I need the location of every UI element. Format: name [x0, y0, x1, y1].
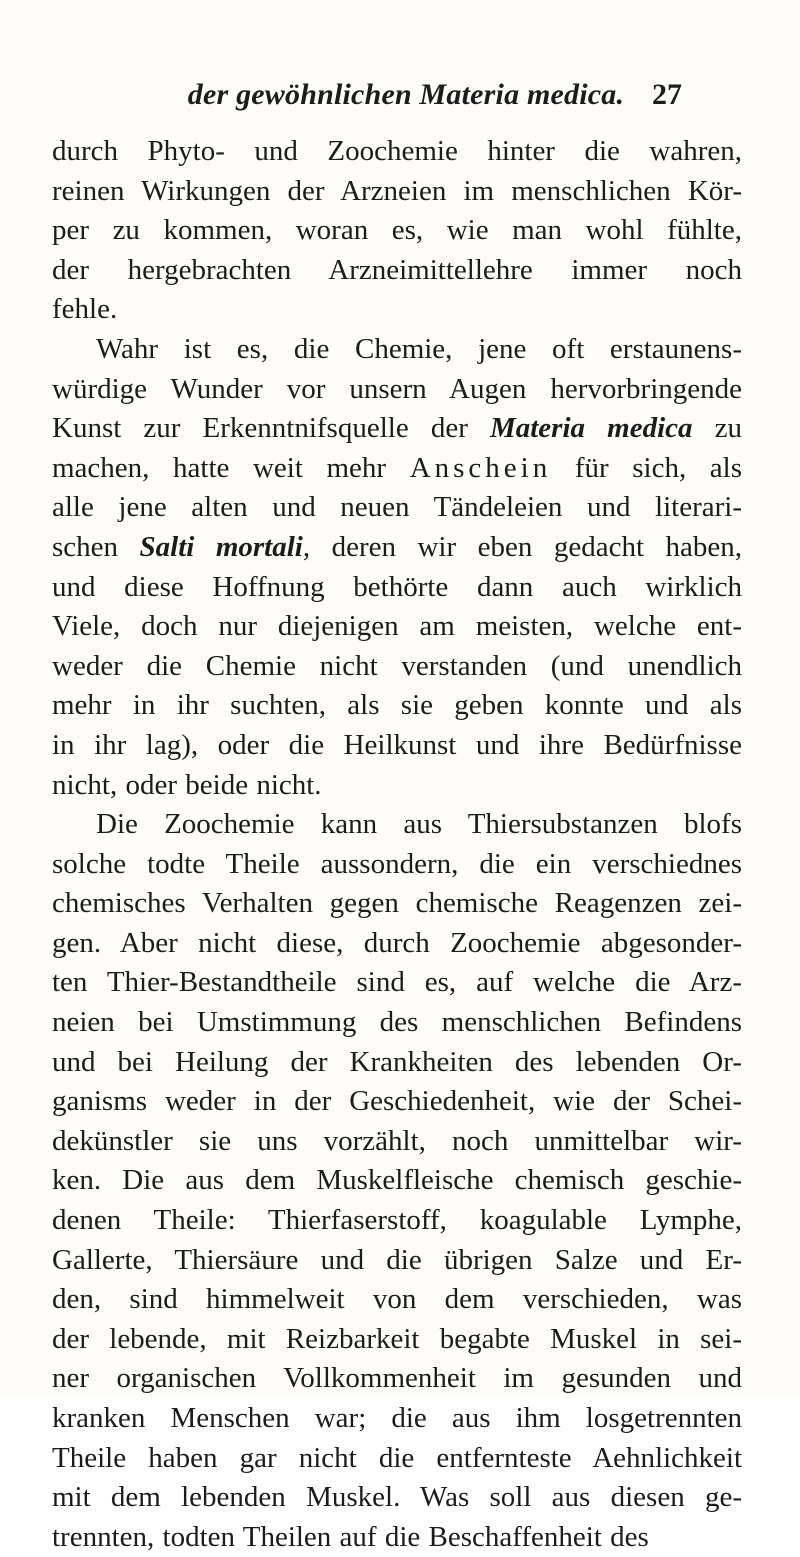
- text-segment: zu: [692, 412, 742, 445]
- text-line: solche todte Theile aussondern, die ein verschiednes: [52, 847, 742, 880]
- text-line: und bei Heilung der Krankheiten des lebenden Or-: [52, 1045, 742, 1078]
- text-line: ganisms weder in der Geschiedenheit, wie der Schei-: [52, 1085, 742, 1118]
- text-line: reinen Wirkungen der Arzneien im menschlichen Kör-: [52, 174, 742, 207]
- text-line: der hergebrachten Arzneimittellehre immer noch: [52, 253, 742, 286]
- body-text: [52, 132, 742, 1557]
- text-line: durch Phyto- und Zoochemie hinter die wahren,: [52, 135, 742, 167]
- text-line: gen. Aber nicht diese, durch Zoochemie abgesonder-: [52, 926, 742, 959]
- text-line: kranken Menschen war; die aus ihm losgetrennten: [52, 1402, 742, 1434]
- text-segment: machen, hatte weit mehr: [52, 451, 410, 484]
- text-segment: Salti mortali: [139, 530, 303, 563]
- text-line: Viele, doch nur diejenigen am meisten, welche ent-: [52, 610, 742, 643]
- text-line: nicht, oder beide nicht.: [52, 768, 322, 801]
- page-number: 27: [652, 78, 682, 111]
- text-line: mehr in ihr suchten, als sie geben konnte und als: [52, 689, 742, 722]
- text-segment: Anschein: [409, 451, 552, 484]
- text-line: [52, 409, 742, 449]
- text-line: in ihr lag), oder die Heilkunst und ihre Bedürfnisse: [52, 728, 742, 761]
- text-line: fehle.: [52, 293, 118, 326]
- text-line: alle jene alten und neuen Tändeleien und literari-: [52, 491, 742, 524]
- text-line: [52, 449, 742, 489]
- text-line: Theile haben gar nicht die entfernteste Aehnlichkeit: [52, 1441, 742, 1474]
- running-head: [170, 78, 682, 118]
- text-line: würdige Wunder vor unsern Augen hervorbringende: [52, 372, 742, 405]
- text-line: den, sind himmelweit von dem verschieden, was: [52, 1283, 742, 1316]
- text-segment: schen: [52, 530, 140, 563]
- text-line: Wahr ist es, die Chemie, jene oft erstaunens-: [96, 332, 742, 365]
- text-line: dekünstler sie uns vorzählt, noch unmittelbar wir-: [52, 1124, 742, 1157]
- text-line: und diese Hoffnung bethörte dann auch wirklich: [52, 570, 742, 603]
- text-line: neien bei Umstimmung des menschlichen Befindens: [52, 1006, 742, 1039]
- text-line: trennten, todten Theilen auf die Beschaffenheit des: [52, 1520, 649, 1553]
- text-line: [52, 528, 742, 568]
- text-line: der lebende, mit Reizbarkeit begabte Muskel in sei-: [52, 1322, 742, 1355]
- text-line: ten Thier-Bestandtheile sind es, auf welche die Arz-: [52, 966, 742, 999]
- text-segment: für sich, als: [551, 451, 742, 484]
- text-line: per zu kommen, woran es, wie man wohl fühlte,: [52, 214, 742, 247]
- text-line: mit dem lebenden Muskel. Was soll aus diesen ge-: [52, 1481, 742, 1514]
- text-line: ner organischen Vollkommenheit im gesunden und: [52, 1362, 742, 1395]
- running-title: der gewöhnlichen Materia medica.: [187, 78, 625, 111]
- text-segment: Kunst zur Erkenntnifsquelle der: [52, 412, 490, 445]
- text-line: weder die Chemie nicht verstanden (und unendlich: [52, 649, 742, 682]
- text-line: denen Theile: Thierfaserstoff, koagulable Lymphe,: [52, 1204, 742, 1237]
- text-line: Die Zoochemie kann aus Thiersubstanzen blofs: [96, 808, 742, 841]
- text-line: chemisches Verhalten gegen chemische Reagenzen zei-: [52, 887, 742, 920]
- text-line: Gallerte, Thiersäure und die übrigen Salze und Er-: [52, 1243, 742, 1276]
- text-segment: , deren wir eben gedacht haben,: [302, 530, 743, 563]
- text-line: ken. Die aus dem Muskelfleische chemisch geschie-: [52, 1164, 742, 1197]
- text-segment: Materia medica: [489, 412, 693, 445]
